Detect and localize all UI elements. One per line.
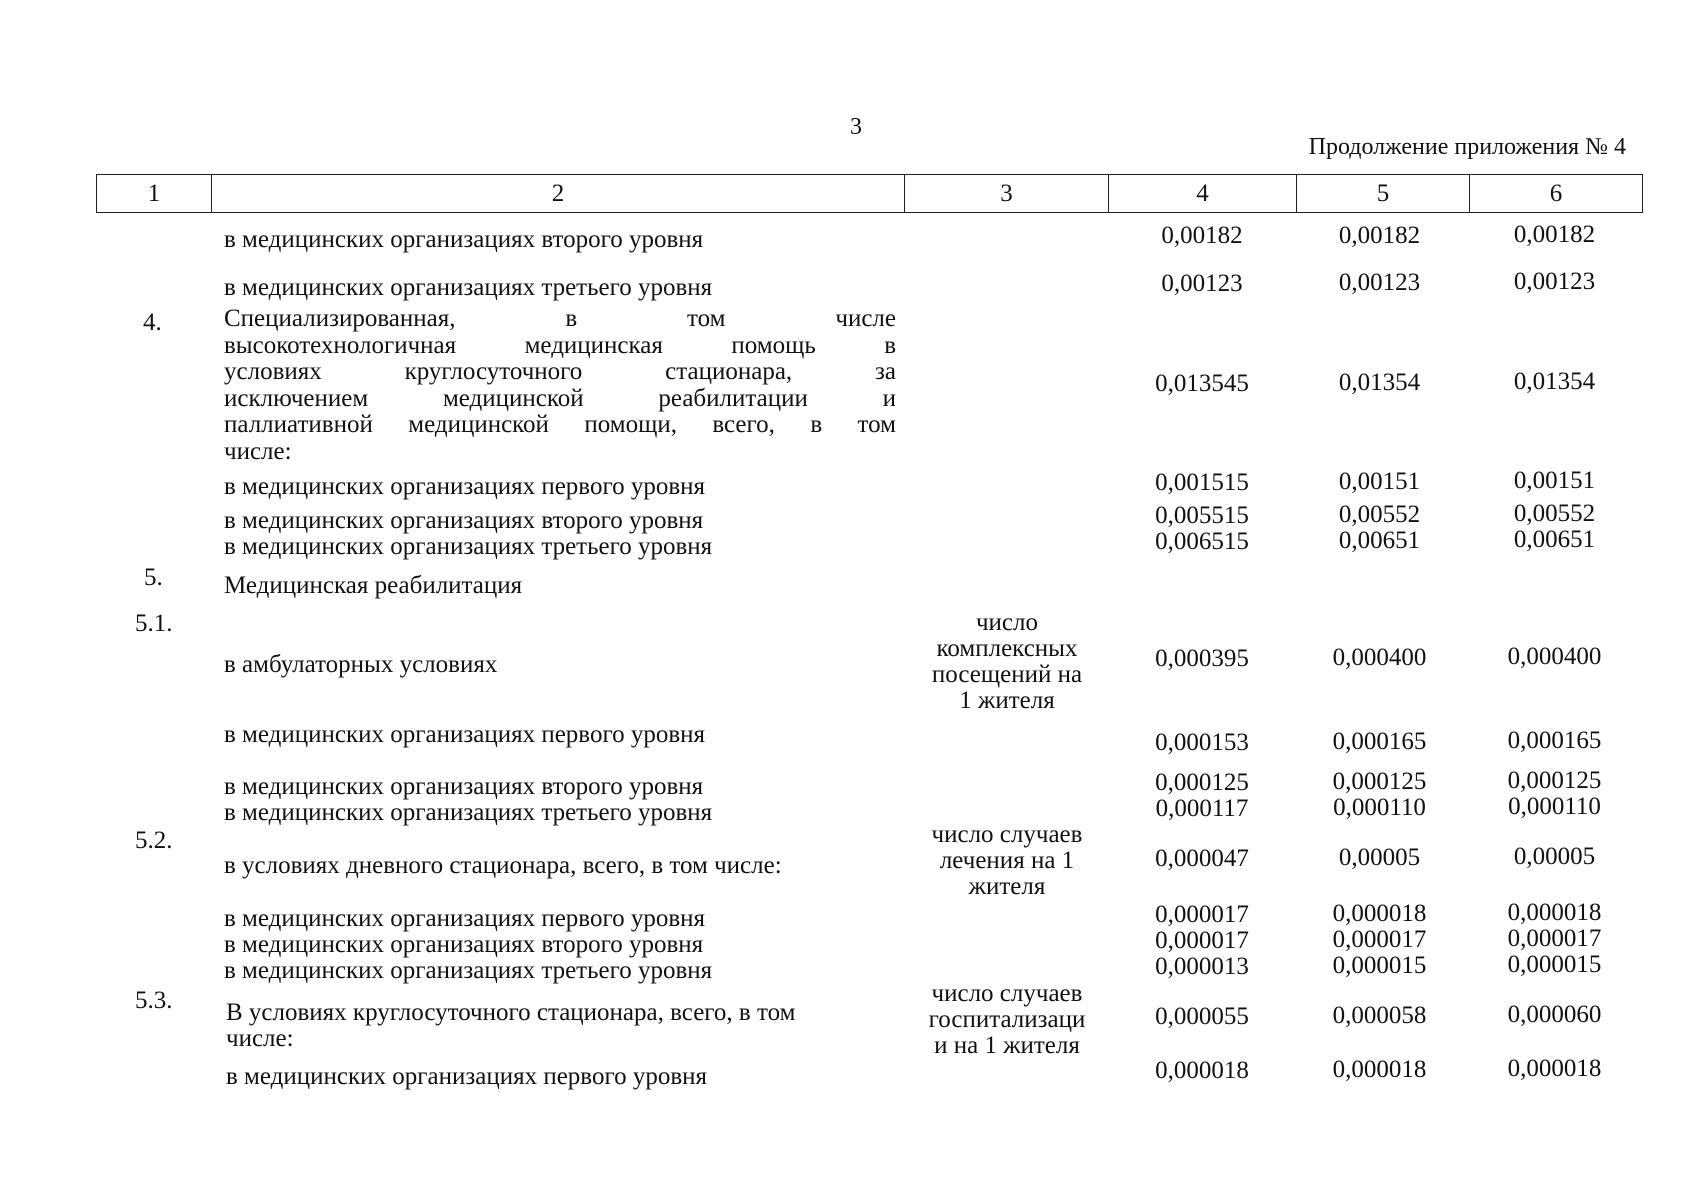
column-header-1: 1 [97, 175, 212, 213]
row-value-col6: 0,01354 [1513, 368, 1596, 395]
row-value-col5: 0,000400 [1332, 644, 1427, 671]
row-number: 5.3. [135, 987, 173, 1014]
row-value-col5: 0,01354 [1338, 369, 1421, 396]
row-value-col5: 0,00005 [1338, 844, 1421, 871]
row-value-col6: 0,000017 [1507, 925, 1602, 952]
unit-line: лечения на 1 [939, 847, 1075, 874]
column-header-3: 3 [905, 175, 1109, 213]
row-value-col4: 0,000395 [1155, 645, 1249, 672]
row-label: в медицинских организациях второго уровня [224, 226, 704, 253]
row-label: в медицинских организациях третьего уровня [224, 274, 713, 301]
page-number: 3 [850, 114, 862, 140]
row-value-col4: 0,000125 [1155, 769, 1249, 796]
row-value-col5: 0,000015 [1332, 952, 1427, 979]
unit-line: посещений на [931, 661, 1083, 688]
row-value-col5: 0,000017 [1332, 926, 1427, 953]
row-value-col6: 0,00182 [1513, 221, 1596, 248]
unit-line: жителя [968, 873, 1046, 900]
row-value-col4: 0,000018 [1155, 1057, 1249, 1084]
row-value-col4: 0,005515 [1155, 502, 1249, 529]
row-label: в медицинских организациях второго уровня [224, 773, 704, 800]
row-value-col5: 0,00123 [1338, 269, 1421, 296]
row-label: в медицинских организациях первого уровня [224, 473, 706, 500]
row-value-col5: 0,000165 [1332, 728, 1427, 755]
row-value-col6: 0,00123 [1513, 268, 1596, 295]
unit-line: число случаев [931, 821, 1083, 848]
unit-line: комплексных [936, 635, 1078, 662]
row-value-col4: 0,000047 [1155, 845, 1249, 872]
row-value-col6: 0,00651 [1513, 526, 1596, 553]
row-label: в медицинских организациях первого уровня [224, 721, 706, 748]
row-value-col5: 0,00552 [1338, 501, 1421, 528]
row-value-col5: 0,000125 [1332, 768, 1427, 795]
row-label-line: числе: [226, 1025, 294, 1052]
row-value-col6: 0,00005 [1513, 843, 1596, 870]
row-label-line: высокотехнологичная медицинская помощь в [224, 332, 896, 359]
row-value-col4: 0,000055 [1155, 1003, 1249, 1030]
row-value-col6: 0,000018 [1507, 899, 1602, 926]
row-value-col6: 0,000110 [1508, 793, 1601, 820]
row-label-line: числе: [224, 438, 292, 465]
row-value-col4: 0,00123 [1161, 270, 1243, 297]
row-value-col6: 0,000060 [1507, 1001, 1602, 1028]
row-value-col5: 0,00182 [1338, 222, 1421, 249]
row-value-col4: 0,000013 [1155, 953, 1249, 980]
row-value-col6: 0,000125 [1507, 767, 1602, 794]
row-label: в медицинских организациях третьего уровня [224, 957, 713, 984]
unit-line: 1 жителя [959, 687, 1055, 714]
row-value-col4: 0,000017 [1155, 927, 1249, 954]
row-value-col4: 0,013545 [1155, 370, 1249, 397]
row-value-col4: 0,000153 [1155, 729, 1249, 756]
row-value-col4: 0,000117 [1155, 795, 1249, 822]
row-number: 4. [143, 309, 162, 336]
unit-line: госпитализаци [928, 1006, 1086, 1033]
row-value-col5: 0,000058 [1332, 1002, 1427, 1029]
row-value-col5: 0,000018 [1332, 900, 1427, 927]
row-label: в медицинских организациях третьего уровня [224, 533, 713, 560]
column-header-row [97, 175, 1643, 213]
row-value-col4: 0,001515 [1155, 469, 1249, 496]
unit-of-measure [912, 610, 1102, 714]
row-value-col6: 0,000018 [1507, 1055, 1602, 1082]
row-value-col5: 0,000018 [1332, 1056, 1427, 1083]
row-value-col4: 0,000017 [1155, 901, 1249, 928]
row-value-col5: 0,00151 [1338, 468, 1421, 495]
section-title: Медицинская реабилитация [224, 572, 523, 599]
column-header-2: 2 [212, 175, 905, 213]
row-label-line: В условиях круглосуточного стационара, всего, в том [226, 999, 796, 1026]
row-label-line: исключением медицинской реабилитации и [224, 385, 896, 412]
column-header-6: 6 [1470, 175, 1643, 213]
unit-line: число [975, 609, 1039, 636]
row-value-col6: 0,00151 [1513, 467, 1596, 494]
row-value-col6: 0,000165 [1507, 727, 1602, 754]
row-label: в медицинских организациях второго уровня [224, 931, 704, 958]
row-label-line: паллиативной медицинской помощи, всего, в том [224, 412, 896, 438]
row-label: в амбулаторных условиях [224, 651, 498, 678]
unit-of-measure [912, 822, 1102, 900]
row-value-col4: 0,006515 [1155, 528, 1249, 555]
row-number: 5. [144, 564, 163, 591]
row-label: в медицинских организациях второго уровня [224, 507, 704, 534]
row-number: 5.2. [135, 827, 173, 854]
row-label-line: Специализированная, в том числе [224, 306, 896, 332]
row-value-col4: 0,00182 [1161, 222, 1243, 249]
row-label-line: условиях круглосуточного стационара, за [224, 359, 896, 385]
row-value-col5: 0,000110 [1333, 794, 1426, 821]
column-header-table [96, 174, 1643, 213]
unit-line: и на 1 жителя [934, 1032, 1080, 1059]
row-label: в медицинских организациях третьего уровня [224, 799, 713, 826]
row-label: в медицинских организациях первого уровня [226, 1063, 708, 1090]
row-label-multiline [224, 306, 896, 465]
continuation-caption: Продолжение приложения № 4 [1308, 134, 1626, 160]
row-value-col6: 0,00552 [1513, 500, 1596, 527]
column-header-4: 4 [1109, 175, 1297, 213]
unit-line: число случаев [931, 980, 1083, 1007]
row-value-col6: 0,000400 [1507, 643, 1602, 670]
row-label: в медицинских организациях первого уровня [224, 905, 706, 932]
row-label: в условиях дневного стационара, всего, в том числе: [224, 852, 782, 879]
row-number: 5.1. [135, 610, 173, 637]
unit-of-measure [912, 981, 1102, 1059]
row-value-col5: 0,00651 [1338, 527, 1421, 554]
column-header-5: 5 [1297, 175, 1470, 213]
row-value-col6: 0,000015 [1507, 951, 1602, 978]
